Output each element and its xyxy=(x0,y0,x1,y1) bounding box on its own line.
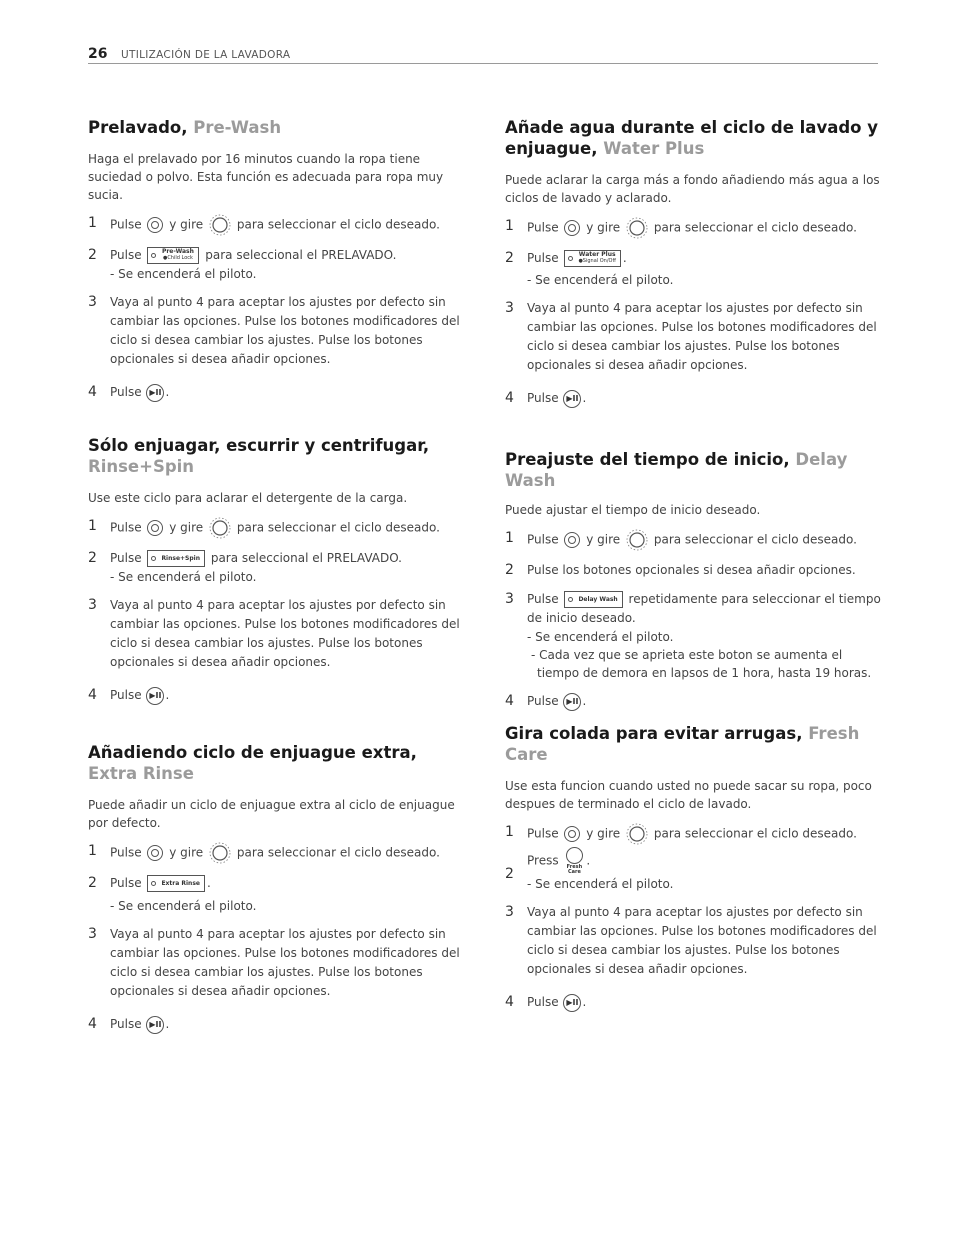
step-1: 1 Pulse y gire para seleccionar el ciclo deseado. xyxy=(505,217,881,239)
step-3: 3 Vaya al punto 4 para aceptar los ajustes por defecto sin cambiar las opciones. Pulse los botones modificadores del ciclo si desea cambiar los ajustes. Pulse los botones opcionales si desea añadir opciones. xyxy=(88,294,460,366)
fresh-care-button-icon: Fresh Care xyxy=(564,847,584,875)
power-button-icon xyxy=(564,220,580,236)
steps-list xyxy=(88,517,464,705)
power-button-icon xyxy=(147,520,163,536)
step-2: 2 Pulse los botones opcionales si desea añadir opciones. xyxy=(505,562,856,578)
step-1: 1 Pulse y gire para seleccionar el ciclo deseado. xyxy=(88,214,464,236)
cycle-dial-icon xyxy=(209,214,231,236)
step-2: 2 Pulse Rinse+Spin para seleccional el PRELAVADO. - Se encenderá el piloto. xyxy=(88,550,402,584)
step-2: 2 Pulse Extra Rinse . - Se encenderá el piloto. xyxy=(88,875,257,913)
cycle-dial-icon xyxy=(626,529,648,551)
section-prewash xyxy=(88,117,464,402)
left-column xyxy=(88,0,464,1235)
step-1: 1 Pulse y gire para seleccionar el ciclo deseado. xyxy=(88,842,464,864)
step-3: 3 Pulse Delay Wash repetidamente para seleccionar el tiempo de inicio deseado. - Se encenderá el piloto. - Cada vez que se aprieta este boton se aumenta el tiempo de demora en lapsos de 1 hora, hasta 19 horas. xyxy=(505,591,881,680)
step-1: 1 Pulse y gire para seleccionar el ciclo deseado. xyxy=(505,823,881,845)
section-intro: Use este ciclo para aclarar el detergente de la carga. xyxy=(88,491,408,505)
power-button-icon xyxy=(147,845,163,861)
section-title: Sólo enjuagar, escurrir y centrifugar, Rinse+Spin xyxy=(88,436,430,476)
section-rinse-spin xyxy=(88,435,464,705)
start-pause-icon: ▶II xyxy=(563,994,581,1012)
right-column xyxy=(505,0,881,1235)
section-title: Gira colada para evitar arrugas, Fresh Care xyxy=(505,724,860,764)
section-title: Prelavado, Pre-Wash xyxy=(88,118,282,137)
delay-wash-button-icon: Delay Wash xyxy=(564,591,622,608)
page-number: 26 xyxy=(88,46,108,62)
steps-list xyxy=(505,529,881,711)
water-plus-button-icon: Water Plus ●Signal On/Off xyxy=(564,250,620,267)
step-3: 3 Vaya al punto 4 para aceptar los ajustes por defecto sin cambiar las opciones. Pulse los botones modificadores del ciclo si desea cambiar los ajustes. Pulse los botones opcionales si desea añadir opciones. xyxy=(88,597,460,669)
power-button-icon xyxy=(564,826,580,842)
pre-wash-button-icon: Pre-Wash ●Child Lock xyxy=(147,247,199,264)
step-2: 2 Press Fresh Care . - Se encenderá el piloto. xyxy=(505,847,881,893)
power-button-icon xyxy=(147,217,163,233)
section-title: Añade agua durante el ciclo de lavado y enjuague, Water Plus xyxy=(505,118,878,158)
step-3: 3 Vaya al punto 4 para aceptar los ajustes por defecto sin cambiar las opciones. Pulse los botones modificadores del ciclo si desea cambiar los ajustes. Pulse los botones opcionales si desea añadir opciones. xyxy=(505,300,877,372)
cycle-dial-icon xyxy=(626,823,648,845)
section-intro: Puede aclarar la carga más a fondo añadiendo más agua a los ciclos de lavado y aclarado. xyxy=(505,173,880,205)
cycle-dial-icon xyxy=(209,517,231,539)
section-intro: Puede añadir un ciclo de enjuague extra al ciclo de enjuague por defecto. xyxy=(88,798,455,830)
steps-list xyxy=(505,217,881,408)
step-3: 3 Vaya al punto 4 para aceptar los ajustes por defecto sin cambiar las opciones. Pulse los botones modificadores del ciclo si desea cambiar los ajustes. Pulse los botones opcionales si desea añadir opciones. xyxy=(88,926,460,998)
step-4: 4 Pulse ▶II . xyxy=(88,687,170,703)
start-pause-icon: ▶II xyxy=(146,687,164,705)
step-4: 4 Pulse ▶II . xyxy=(88,1016,170,1032)
section-fresh-care xyxy=(505,723,881,1012)
step-4: 4 Pulse ▶II . xyxy=(505,390,587,406)
cycle-dial-icon xyxy=(626,217,648,239)
running-title: UTILIZACIÓN DE LA LAVADORA xyxy=(121,49,291,61)
section-extra-rinse xyxy=(88,742,464,1034)
rinse-spin-button-icon: Rinse+Spin xyxy=(147,550,205,567)
section-intro: Use esta funcion cuando usted no puede sacar su ropa, poco despues de terminado el ciclo de lavado. xyxy=(505,779,872,811)
start-pause-icon: ▶II xyxy=(563,693,581,711)
section-title: Preajuste del tiempo de inicio, Delay Wash xyxy=(505,450,848,490)
step-4: 4 Pulse ▶II . xyxy=(505,693,587,709)
steps-list xyxy=(505,823,881,1012)
step-2: 2 Pulse Water Plus ●Signal On/Off . - Se encenderá el piloto. xyxy=(505,250,674,287)
step-4: 4 Pulse ▶II . xyxy=(88,384,170,400)
section-delay-wash xyxy=(505,449,881,711)
step-3: 3 Vaya al punto 4 para aceptar los ajustes por defecto sin cambiar las opciones. Pulse los botones modificadores del ciclo si desea cambiar los ajustes. Pulse los botones opcionales si desea añadir opciones. xyxy=(505,904,877,976)
section-intro: Puede ajustar el tiempo de inicio deseado. xyxy=(505,503,761,517)
power-button-icon xyxy=(564,532,580,548)
step-1: 1 Pulse y gire para seleccionar el ciclo deseado. xyxy=(88,517,464,539)
start-pause-icon: ▶II xyxy=(146,384,164,402)
section-intro: Haga el prelavado por 16 minutos cuando la ropa tiene suciedad o polvo. Esta función es adecuada para ropa muy sucia. xyxy=(88,152,444,202)
section-title: Añadiendo ciclo de enjuague extra, Extra Rinse xyxy=(88,743,417,783)
start-pause-icon: ▶II xyxy=(146,1016,164,1034)
cycle-dial-icon xyxy=(209,842,231,864)
step-2: 2 Pulse Pre-Wash ●Child Lock para seleccional el PRELAVADO. - Se encenderá el piloto. xyxy=(88,247,397,281)
section-water-plus xyxy=(505,117,881,408)
step-1: 1 Pulse y gire para seleccionar el ciclo deseado. xyxy=(505,529,881,551)
start-pause-icon: ▶II xyxy=(563,390,581,408)
step-4: 4 Pulse ▶II . xyxy=(505,994,587,1010)
steps-list xyxy=(88,214,464,402)
extra-rinse-button-icon: Extra Rinse xyxy=(147,875,205,892)
steps-list xyxy=(88,842,464,1034)
